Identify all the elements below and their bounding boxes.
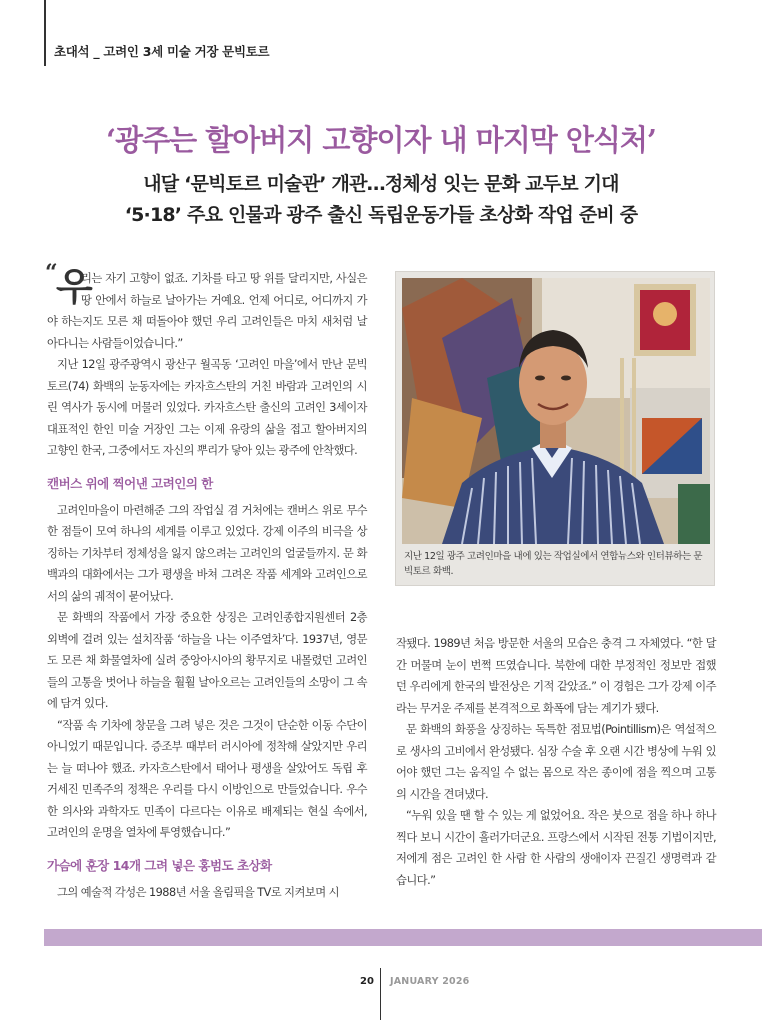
paragraph: 문 화백의 화풍을 상징하는 독특한 점묘법(Pointillism)은 역설적으로 생사의 고비에서 완성됐다. 심장 수술 후 오랜 시간 병상에 누워 있어야 했던 그는 움직일 수 없는 몸으로 작은 종이에 점을 찍으며 고통의 시간을 견뎌냈다. xyxy=(396,723,716,801)
header-rule xyxy=(44,0,46,66)
open-quote-mark: “ xyxy=(45,260,58,286)
footer-color-band xyxy=(44,929,762,946)
photo-caption: 지난 12일 광주 고려인마을 내에 있는 작업실에서 연합뉴스와 인터뷰하는 문빅토르 화백. xyxy=(404,551,703,577)
paragraph: 작됐다. 1989년 처음 방문한 서울의 모습은 충격 그 자체였다. “한 달간 머물며 눈이 번쩍 뜨였습니다. 북한에 대한 부정적인 정보만 접했던 우리에게 한국의 발전상은 기적 같았죠.” 이 경험은 그가 강제 이주라는 무거운 주제를 본격적으로 화폭에 담는 계기가 됐다. xyxy=(396,637,716,715)
lead-paragraph xyxy=(45,260,367,354)
photo-figure xyxy=(395,271,715,586)
section-heading: 캔버스 위에 찍어낸 고려인의 한 xyxy=(47,475,213,491)
subheadline-1: 내달 ‘문빅토르 미술관’ 개관…정체성 잇는 문화 교두보 기대 xyxy=(143,173,619,195)
article-column-right xyxy=(396,633,716,891)
section-heading: 가슴에 훈장 14개 그려 넣은 홍범도 초상화 xyxy=(47,857,272,873)
page-number: 20 xyxy=(360,976,374,987)
paragraph: 문 화백의 작품에서 가장 중요한 상징은 고려인종합지원센터 2층 외벽에 걸려 있는 설치작품 ‘하늘을 나는 이주열차’다. 1937년, 영문도 모른 채 화물열차에 실려 중앙아시아의 황무지로 내몰렸던 고려인들의 고통을 벗어나 하늘을 훨훨 날아오르는 고려인들의 소망이 그 속에 담겨 있다. xyxy=(47,611,367,710)
dropcap-block xyxy=(45,260,93,311)
paragraph: 지난 12일 광주광역시 광산구 월곡동 ‘고려인 마을’에서 만난 문빅토르(74) 화백의 눈동자에는 카자흐스탄의 거친 바람과 고려인의 시린 역사가 동시에 머물러 있었다. 카자흐스탄 출신의 고려인 3세이자 대표적인 한인 미술 거장인 그는 이제 유랑의 삶을 접고 할아버지의 고향인 한국, 그중에서도 자신의 뿌리가 닿아 있는 광주에 안착했다. xyxy=(47,358,367,457)
headline: ‘광주는 할아버지 고향이자 내 마지막 안식처’ xyxy=(106,123,656,157)
section-label: 초대석 _ 고려인 3세 미술 거장 문빅토르 xyxy=(54,44,270,59)
subheadline-2: ‘5·18’ 주요 인물과 광주 출신 독립운동가들 초상화 작업 준비 중 xyxy=(124,204,638,226)
footer-divider xyxy=(380,968,381,1020)
paragraph: “누워 있을 땐 할 수 있는 게 없었어요. 작은 붓으로 점을 하나 하나 찍다 보니 시간이 흘러가더군요. 프랑스에서 시작된 전통 기법이지만, 저에게 점은 고려인 한 사람 한 사람의 생애이자 끈질긴 생명력과 같습니다.” xyxy=(396,809,716,887)
paragraph: “작품 속 기차에 창문을 그려 넣은 것은 그것이 단순한 이동 수단이 아니었기 때문입니다. 증조부 때부터 러시아에 정착해 살았지만 우리는 늘 떠나야 했죠. 카자흐스탄에서 태어나 평생을 살았어도 독립 후 거세진 민족주의 정책은 우리를 다시 이방인으로 만들었습니다. 우수한 의사와 과학자도 민족이 다르다는 이유로 배제되는 현실 속에서, 고려인의 운명을 열차에 투영했습니다.” xyxy=(47,718,367,839)
paragraph: 고려인마을이 마련해준 그의 작업실 겸 거처에는 캔버스 위로 무수한 점들이 모여 하나의 세계를 이루고 있었다. 강제 이주의 비극을 상징하는 기차부터 정체성을 잃지 않으려는 고려인의 얼굴들까지. 문 화백과의 대화에서는 그가 평생을 바쳐 그려온 작품 세계와 고려인으로서의 삶의 궤적이 묻어났다. xyxy=(47,503,367,603)
artist-portrait-photo xyxy=(402,278,710,544)
paragraph: 그의 예술적 각성은 1988년 서울 올림픽을 TV로 지켜보며 시 xyxy=(57,885,340,899)
lead-paragraph-text: 리는 자기 고향이 없죠. 기차를 타고 땅 위를 달리지만, 사실은 땅 안에서 하늘로 날아가는 거예요. 언제 어디로, 어디까지 가야 하는지도 모른 채 떠돌아야 했던 우리 고려인들은 마치 새처럼 날아다니는 사람들이었습니다.” xyxy=(47,272,367,350)
article-column-left xyxy=(45,260,367,903)
issue-date: JANUARY 2026 xyxy=(390,976,470,987)
dropcap: 우 xyxy=(56,264,93,309)
